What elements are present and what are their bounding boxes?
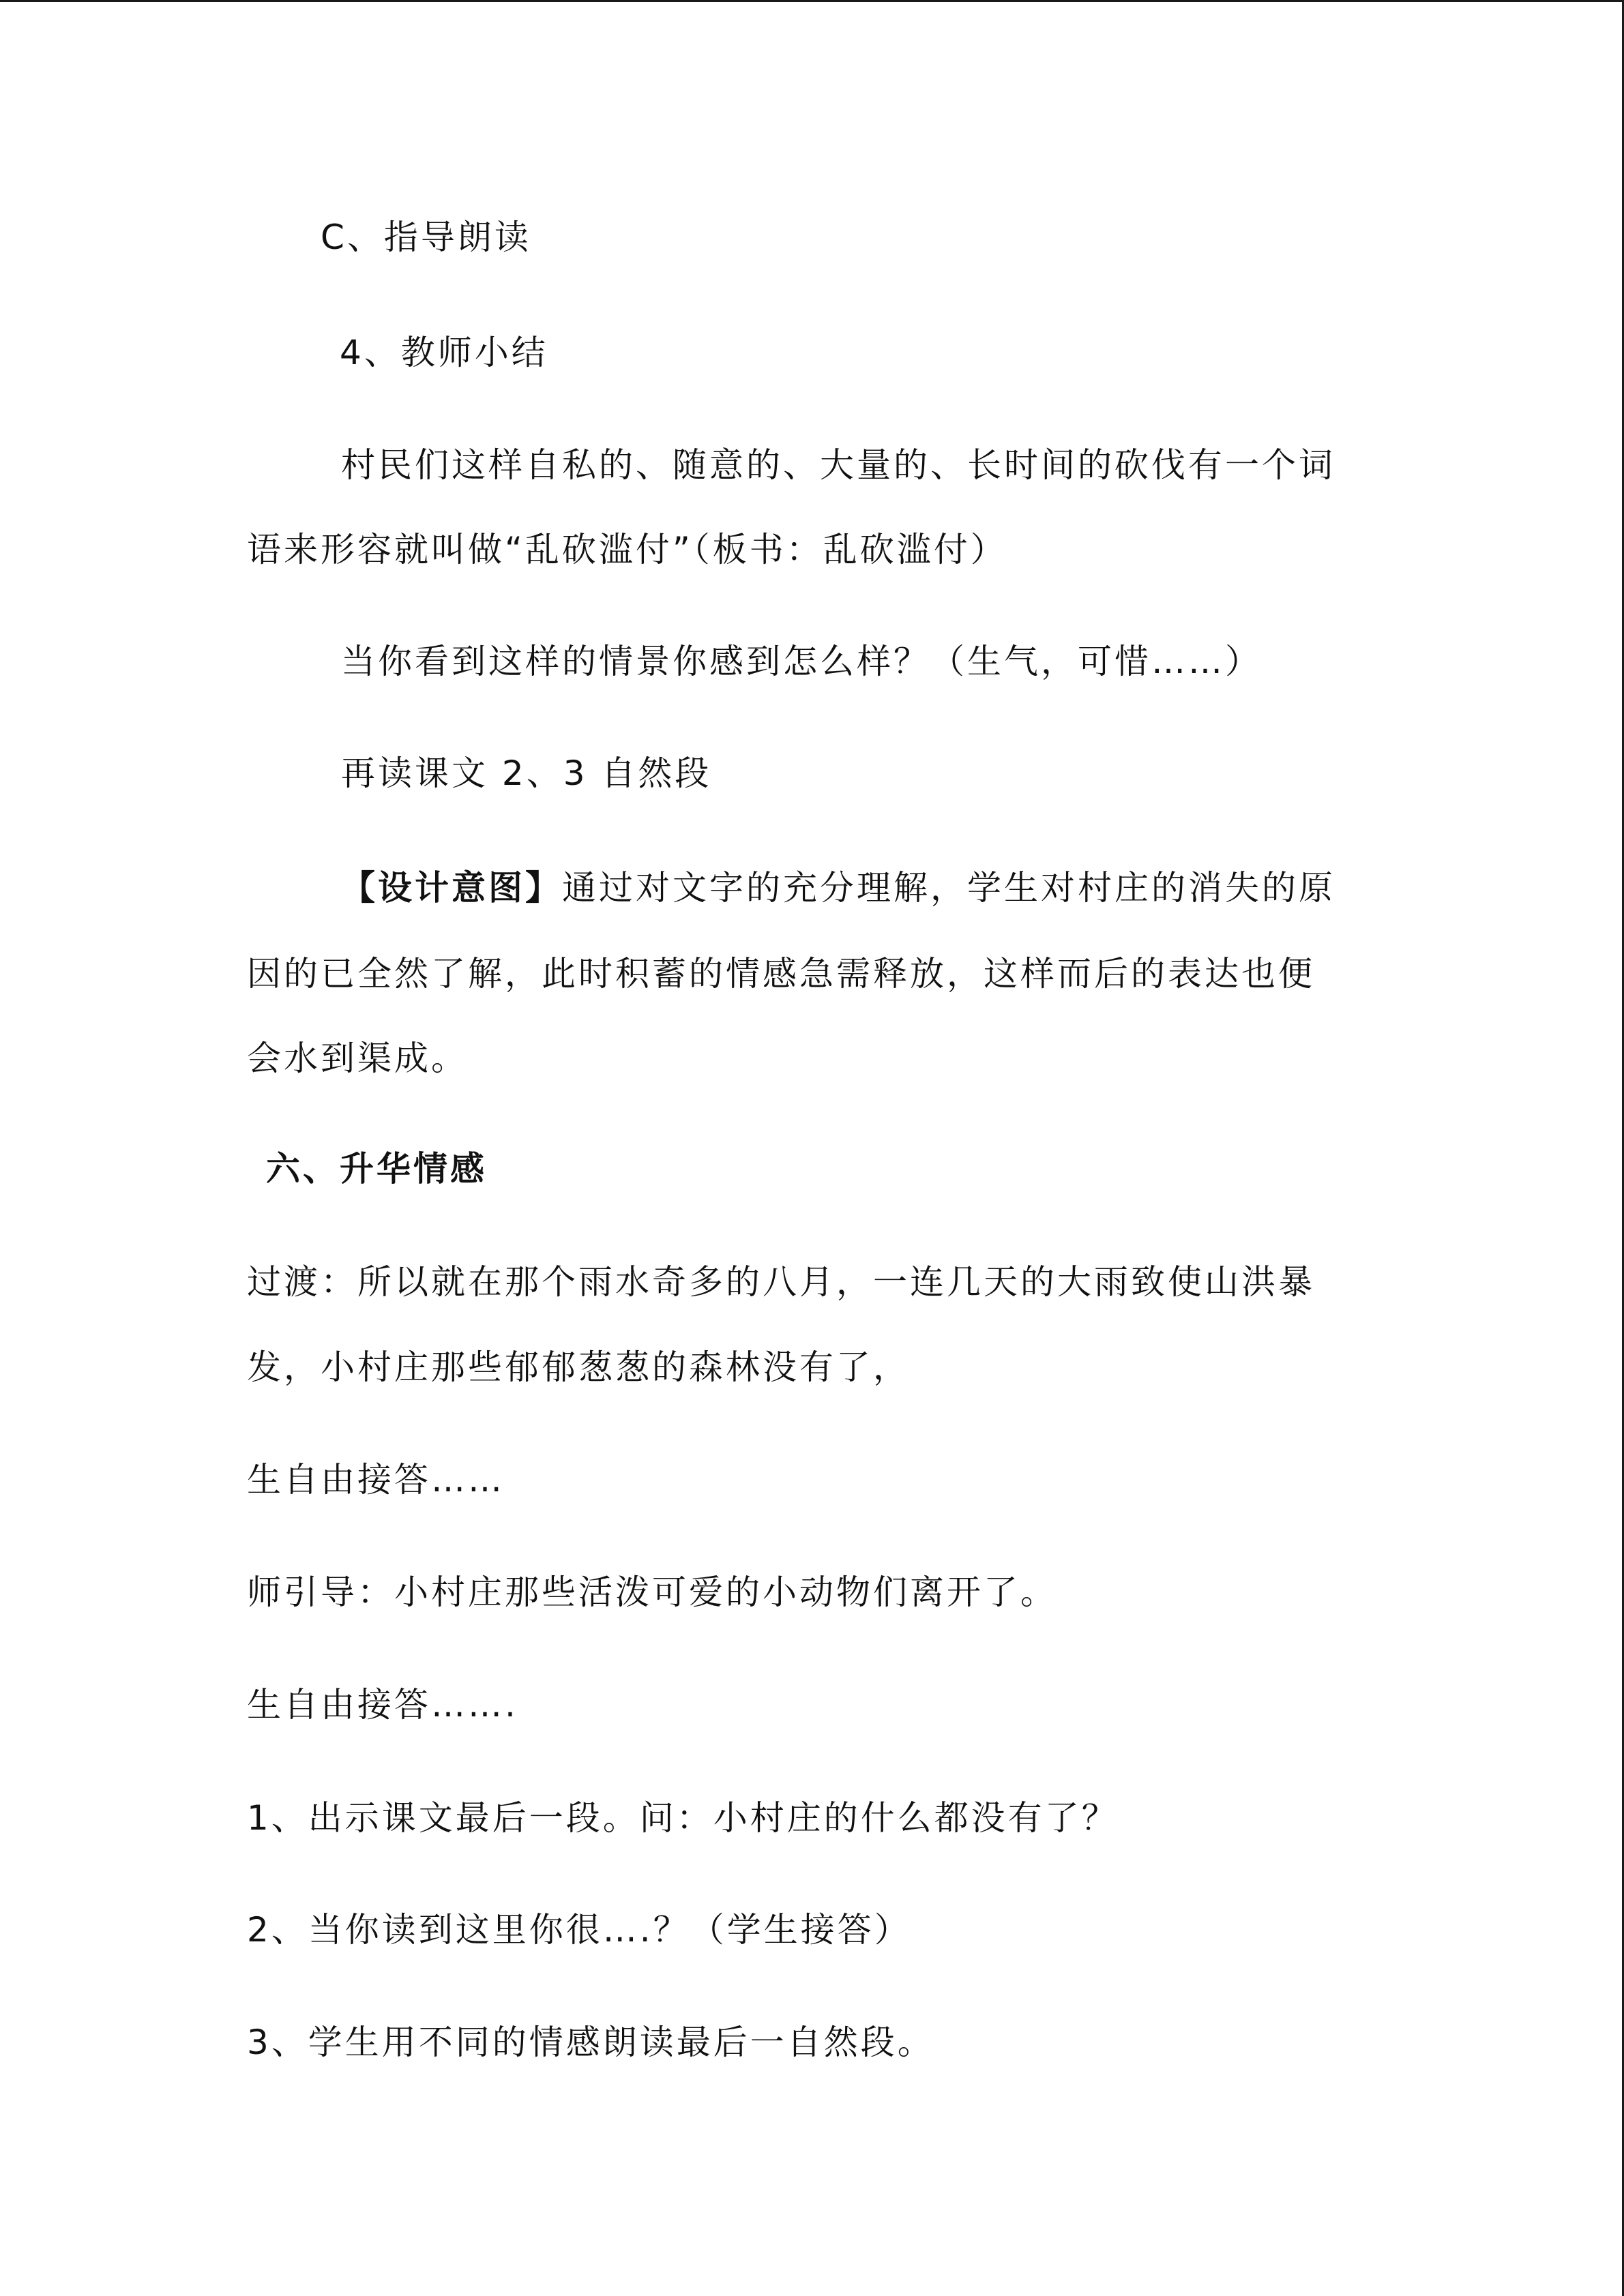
text-line: 4、教师小结: [340, 333, 548, 372]
text-line: 1、出示课文最后一段。问：小村庄的什么都没有了？: [247, 1798, 1119, 1838]
text-line: 当你看到这样的情景你感到怎么样？（生气，可惜……）: [341, 642, 1262, 681]
text-line: 3、学生用不同的情感朗读最后一自然段。: [247, 2023, 934, 2062]
text-line: 再读课文 2、3 自然段: [341, 754, 712, 793]
text-line: 因的已全然了解，此时积蓄的情感急需释放，这样而后的表达也便: [247, 954, 1315, 994]
design-intent-text: 通过对文字的充分理解，学生对村庄的消失的原: [562, 868, 1335, 908]
text-line: 村民们这样自私的、随意的、大量的、长时间的砍伐有一个词: [341, 445, 1335, 485]
text-line: 语来形容就叫做“乱砍滥付”（板书：乱砍滥付）: [247, 530, 1007, 569]
text-line: 2、当你读到这里你很….？（学生接答）: [247, 1910, 911, 1950]
design-intent-label: 【设计意图】: [341, 868, 562, 908]
text-line: 会水到渠成。: [247, 1039, 468, 1078]
text-line: 师引导：小村庄那些活泼可爱的小动物们离开了。: [247, 1572, 1057, 1612]
section-heading: 六、升华情感: [266, 1149, 487, 1189]
text-line: 生自由接答…….: [247, 1685, 518, 1725]
page-top-border: [0, 0, 1624, 2]
paragraph-line: [341, 867, 1335, 908]
text-line: 发，小村庄那些郁郁葱葱的森林没有了，: [247, 1347, 910, 1387]
text-line: 过渡：所以就在那个雨水奇多的八月，一连几天的大雨致使山洪暴: [247, 1262, 1315, 1302]
text-line: C、指导朗读: [321, 218, 531, 257]
text-line: 生自由接答……: [247, 1460, 505, 1500]
